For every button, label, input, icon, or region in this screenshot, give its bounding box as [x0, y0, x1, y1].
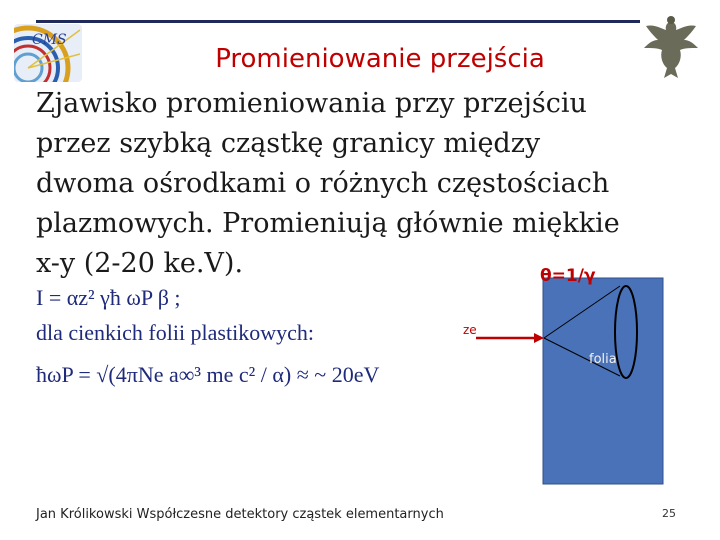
footer-author: Jan Królikowski Współczesne detektory cząstek elementarnych — [36, 507, 444, 522]
page-number: 25 — [662, 507, 676, 520]
transition-radiation-diagram — [420, 258, 690, 488]
formula-intensity: I = αz² γħ ωP β ; — [36, 285, 181, 310]
body-line: plazmowych. Promieniują głównie miękkie — [36, 208, 620, 239]
theta-label: θ=1/γ — [540, 266, 596, 286]
body-paragraph — [36, 84, 676, 284]
body-line: Zjawisko promieniowania przy przejściu — [36, 88, 587, 119]
page-title: Promieniowanie przejścia — [215, 44, 545, 74]
foil-label: folia — [589, 352, 617, 367]
formula-thin-foils-label: dla cienkich folii plastikowych: — [36, 320, 314, 345]
top-rule — [36, 20, 640, 23]
medium-box — [543, 278, 663, 484]
body-line: dwoma ośrodkami o różnych częstościach — [36, 168, 610, 199]
formula-plasma-energy: ħωP = √(4πNe a∞³ me c² / α) ≈ ~ 20eV — [36, 362, 380, 387]
body-line: przez szybką cząstkę granicy między — [36, 128, 541, 159]
cms-logo-text: CMS — [32, 32, 67, 48]
particle-label: ze — [463, 323, 477, 337]
body-line: x-y (2-20 ke.V). — [36, 248, 244, 279]
